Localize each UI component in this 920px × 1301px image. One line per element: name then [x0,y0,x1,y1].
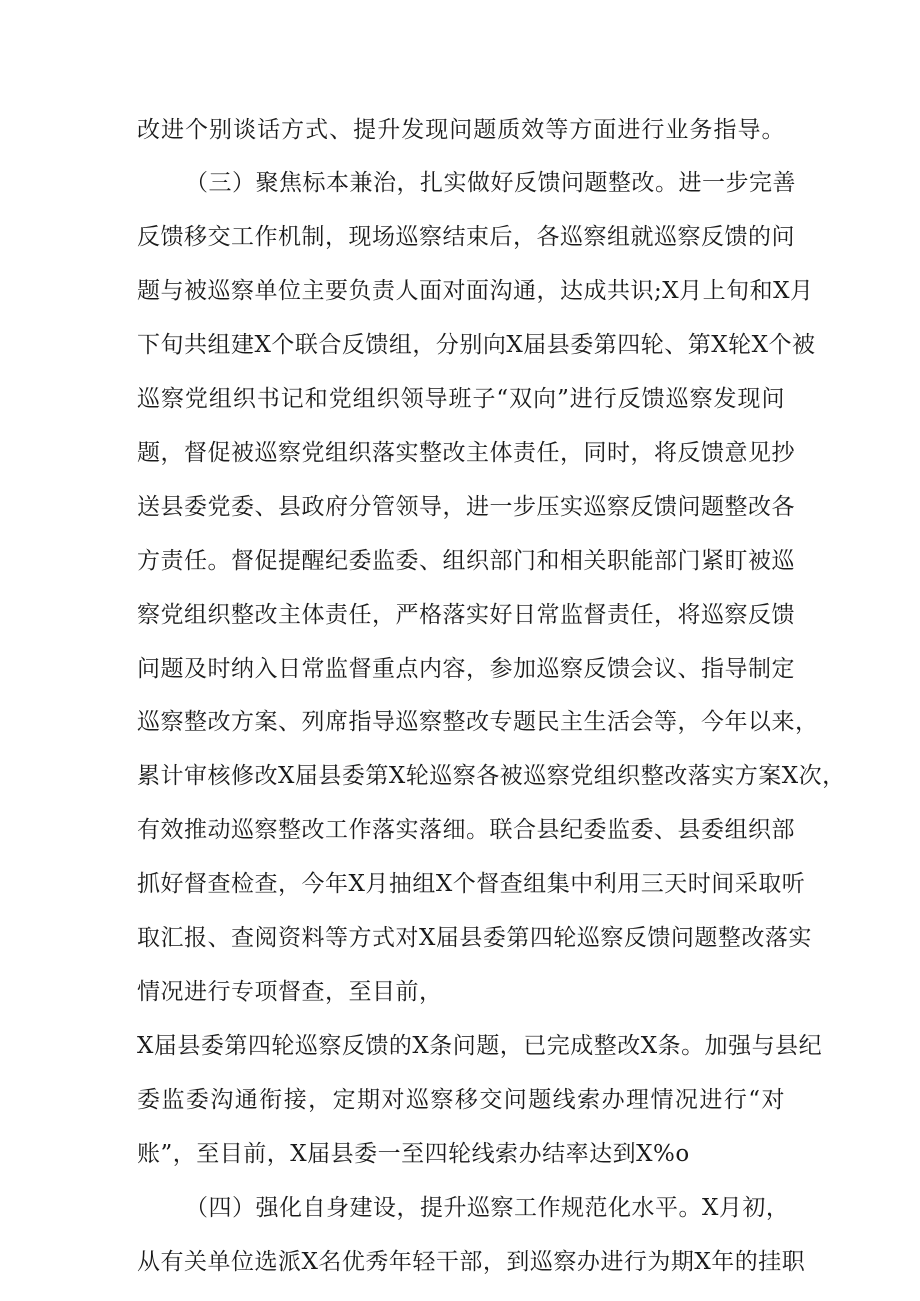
text-line-10: 察党组织整改主体责任，严格落实好日常监督责任，将巡察反馈 [137,602,795,628]
text-line-14: 有效推动巡察整改工作落实落细。联合县纪委监委、县委组织部 [137,817,795,843]
text-line-18: X届县委第四轮巡察反馈的X条问题，已完成整改X条。加强与县纪 [137,1033,823,1059]
text-line-11: 问题及时纳入日常监督重点内容，参加巡察反馈会议、指导制定 [137,656,795,682]
section-heading-3: （三）聚焦标本兼治，扎实做好反馈问题整改。进一步完善 [185,170,796,196]
text-line-6: 巡察党组织书记和党组织领导班子“双向”进行反馈巡察发现问 [137,386,785,412]
text-line-5: 下旬共组建X个联合反馈组，分别向X届县委第四轮、第X轮X个被 [137,332,816,358]
text-line-13: 累计审核修改X届县委第X轮巡察各被巡察党组织整改落实方案X次， [137,763,846,789]
text-line-7: 题，督促被巡察党组织落实整改主体责任，同时，将反馈意见抄 [137,440,795,466]
text-line-4: 题与被巡察单位主要负责人面对面沟通，达成共识;X月上旬和X月 [137,278,814,304]
text-line-22: 从有关单位选派X名优秀年轻干部，到巡察办进行为期X年的挂职 [137,1249,806,1275]
text-line-17: 情况进行专项督查，至目前， [137,979,443,1005]
text-line-15: 抓好督查检查，今年X月抽组X个督查组集中利用三天时间采取听 [137,871,806,897]
text-line-1: 改进个别谈话方式、提升发现问题质效等方面进行业务指导。 [137,117,785,143]
text-line-12: 巡察整改方案、列席指导巡察整改专题民主生活会等，今年以来， [137,709,819,735]
section-heading-4: （四）强化自身建设，提升巡察工作规范化水平。X月初， [185,1195,790,1221]
text-line-9: 方责任。督促提醒纪委监委、组织部门和相关职能部门紧盯被巡 [137,548,795,574]
text-line-20: 账”，至目前，X届县委一至四轮线索办结率达到X%o [137,1141,690,1167]
text-line-19: 委监委沟通衔接，定期对巡察移交问题线索办理情况进行“对 [137,1087,785,1113]
text-line-8: 送县委党委、县政府分管领导，进一步压实巡察反馈问题整改各 [137,494,795,520]
text-line-16: 取汇报、查阅资料等方式对X届县委第四轮巡察反馈问题整改落实 [137,925,812,951]
text-line-3: 反馈移交工作机制，现场巡察结束后，各巡察组就巡察反馈的问 [137,224,795,250]
